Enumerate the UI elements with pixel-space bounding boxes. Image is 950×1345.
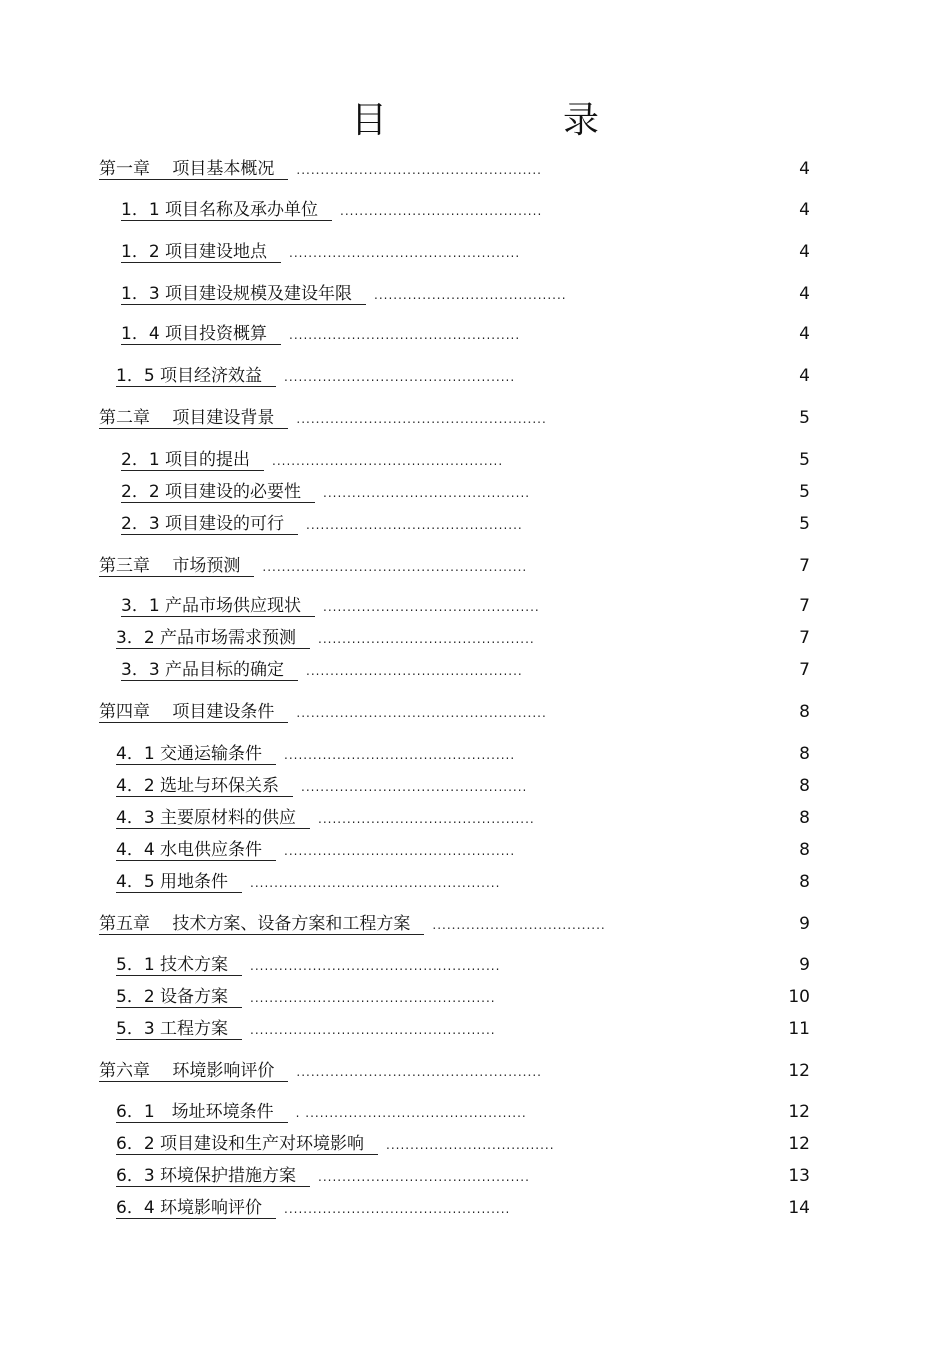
toc-page-number: 10 [788, 987, 810, 1007]
toc-entry-label[interactable]: 6．2 项目建设和生产对环境影响 [116, 1134, 378, 1155]
toc-page-number: 8 [799, 776, 810, 796]
toc-chapter-row[interactable] [99, 700, 810, 724]
toc-entry-label[interactable]: 2．1 项目的提出 [121, 450, 264, 471]
toc-page-number: 5 [799, 450, 810, 470]
toc-section-row[interactable] [116, 1100, 810, 1124]
toc-chapter-row[interactable] [99, 554, 810, 578]
toc-section-row[interactable] [116, 870, 810, 894]
toc-page-number: 8 [799, 872, 810, 892]
toc-entry-label[interactable]: 6．1 场址环境条件 [116, 1102, 288, 1123]
toc-leader-dots: ....................................................... [262, 560, 528, 574]
toc-section-row[interactable] [116, 806, 810, 830]
toc-leader-dots: ........................................... [323, 486, 531, 500]
toc-page-number: 5 [799, 482, 810, 502]
toc-entry-label[interactable]: 4．3 主要原材料的供应 [116, 808, 310, 829]
toc-leader-dots: ................................................... [296, 163, 542, 177]
toc-section-row[interactable] [121, 480, 810, 504]
toc-leader-dots: .................................... [432, 918, 606, 932]
toc-section-row[interactable] [116, 838, 810, 862]
toc-leader-dots: ............................................... [301, 780, 528, 794]
toc-section-row[interactable] [116, 1196, 810, 1220]
toc-entry-label[interactable]: 6．4 环境影响评价 [116, 1198, 276, 1219]
toc-entry-label[interactable]: 第一章 项目基本概况 [99, 159, 288, 180]
toc-chapter-row[interactable] [99, 157, 810, 181]
toc-section-row[interactable] [116, 953, 810, 977]
toc-entry-label[interactable]: 4．4 水电供应条件 [116, 840, 276, 861]
toc-page-number: 5 [799, 514, 810, 534]
toc-section-row[interactable] [116, 1164, 810, 1188]
toc-leader-dots: .................................................... [250, 876, 501, 890]
toc-leader-dots: ................................................ [284, 748, 516, 762]
toc-entry-label[interactable]: 6．3 环境保护措施方案 [116, 1166, 310, 1187]
toc-leader-dots: ................................................ [284, 844, 516, 858]
toc-section-row[interactable] [116, 774, 810, 798]
toc-section-row[interactable] [116, 742, 810, 766]
toc-entry-label[interactable]: 1．3 项目建设规模及建设年限 [121, 284, 366, 305]
toc-entry-label[interactable]: 第三章 市场预测 [99, 556, 254, 577]
toc-section-row[interactable] [116, 1132, 810, 1156]
toc-leader-dots: ........................................ [374, 288, 567, 302]
toc-entry-label[interactable]: 3．2 产品市场需求预测 [116, 628, 310, 649]
toc-entry-label[interactable]: 1．2 项目建设地点 [121, 242, 281, 263]
toc-page-number: 14 [788, 1198, 810, 1218]
toc-entry-label[interactable]: 3．3 产品目标的确定 [121, 660, 298, 681]
page-title: 目 录 [350, 100, 669, 141]
toc-entry-label[interactable]: 2．3 项目建设的可行 [121, 514, 298, 535]
toc-entry-label[interactable]: 第六章 环境影响评价 [99, 1061, 288, 1082]
toc-entry-label[interactable]: 第二章 项目建设背景 [99, 408, 288, 429]
toc-section-row[interactable] [121, 240, 810, 264]
toc-leader-dots: ................................................ [272, 454, 504, 468]
toc-leader-dots: ................................................... [250, 991, 496, 1005]
toc-entry-label[interactable]: 1．5 项目经济效益 [116, 366, 276, 387]
toc-page-number: 9 [799, 955, 810, 975]
toc-leader-dots: ............................................. [323, 600, 540, 614]
toc-entry-label[interactable]: 3．1 产品市场供应现状 [121, 596, 315, 617]
toc-entry-label[interactable]: 5．2 设备方案 [116, 987, 242, 1008]
toc-leader-dots: .................................................... [250, 959, 501, 973]
toc-entry-label[interactable]: 4．5 用地条件 [116, 872, 242, 893]
toc-page-number: 4 [799, 366, 810, 386]
toc-page-number: 8 [799, 808, 810, 828]
toc-leader-dots: .................................................... [296, 706, 547, 720]
toc-leader-dots: ............................................... [284, 1202, 511, 1216]
toc-entry-label[interactable]: 4．1 交通运输条件 [116, 744, 276, 765]
toc-leader-dots: ................................................... [250, 1023, 496, 1037]
toc-section-row[interactable] [121, 282, 810, 306]
toc-chapter-row[interactable] [99, 912, 810, 936]
toc-page-number: 9 [799, 914, 810, 934]
toc-page-number: 11 [788, 1019, 810, 1039]
toc-section-row[interactable] [116, 1017, 810, 1041]
toc-leader-dots: ............................................. [306, 518, 523, 532]
toc-section-row[interactable] [121, 512, 810, 536]
toc-section-row[interactable] [116, 985, 810, 1009]
toc-page-number: 4 [799, 324, 810, 344]
toc-entry-label[interactable]: 第四章 项目建设条件 [99, 702, 288, 723]
toc-leader-dots: ............................................. [318, 632, 535, 646]
toc-chapter-row[interactable] [99, 1059, 810, 1083]
toc-entry-label[interactable]: 5．3 工程方案 [116, 1019, 242, 1040]
toc-section-row[interactable] [121, 658, 810, 682]
toc-chapter-row[interactable] [99, 406, 810, 430]
toc-leader-dots: ............................................. [306, 664, 523, 678]
toc-section-row[interactable] [116, 626, 810, 650]
toc-page-number: 7 [799, 628, 810, 648]
toc-entry-label[interactable]: 第五章 技术方案、设备方案和工程方案 [99, 914, 424, 935]
toc-entry-label[interactable]: 1．1 项目名称及承办单位 [121, 200, 332, 221]
toc-leader-dots: .................................................... [296, 412, 547, 426]
toc-entry-label[interactable]: 1．4 项目投资概算 [121, 324, 281, 345]
toc-page-number: 7 [799, 660, 810, 680]
toc-page-number: 8 [799, 702, 810, 722]
toc-page-number: 13 [788, 1166, 810, 1186]
toc-section-row[interactable] [121, 594, 810, 618]
toc-page-number: 8 [799, 744, 810, 764]
toc-leader-dots: ................................................ [284, 370, 516, 384]
toc-page-number: 4 [799, 242, 810, 262]
toc-page-number: 8 [799, 840, 810, 860]
toc-leader-dots: ................................................ [289, 246, 521, 260]
toc-entry-label[interactable]: 2．2 项目建设的必要性 [121, 482, 315, 503]
toc-leader-dots: ................................................... [296, 1065, 542, 1079]
toc-leader-dots: ............................................ [318, 1170, 530, 1184]
toc-leader-dots: ................................................ [289, 328, 521, 342]
toc-leader-dots: ................................... [386, 1138, 555, 1152]
toc-leader-dots: ............................................. [318, 812, 535, 826]
toc-entry-label[interactable]: 5．1 技术方案 [116, 955, 242, 976]
toc-page-number: 7 [799, 596, 810, 616]
toc-page-number: 7 [799, 556, 810, 576]
toc-page-number: 12 [788, 1102, 810, 1122]
toc-section-row[interactable] [121, 198, 810, 222]
toc-section-row[interactable] [121, 322, 810, 346]
toc-page-number: 12 [788, 1134, 810, 1154]
toc-page-number: 4 [799, 159, 810, 179]
toc-page-number: 4 [799, 284, 810, 304]
toc-section-row[interactable] [116, 364, 810, 388]
toc-entry-label[interactable]: 4．2 选址与环保关系 [116, 776, 293, 797]
toc-page-number: 4 [799, 200, 810, 220]
toc-leader-dots: .......................................... [340, 204, 543, 218]
toc-leader-dots: . .............................................. [295, 1106, 527, 1120]
toc-page-number: 5 [799, 408, 810, 428]
toc-section-row[interactable] [121, 448, 810, 472]
toc-page-number: 12 [788, 1061, 810, 1081]
